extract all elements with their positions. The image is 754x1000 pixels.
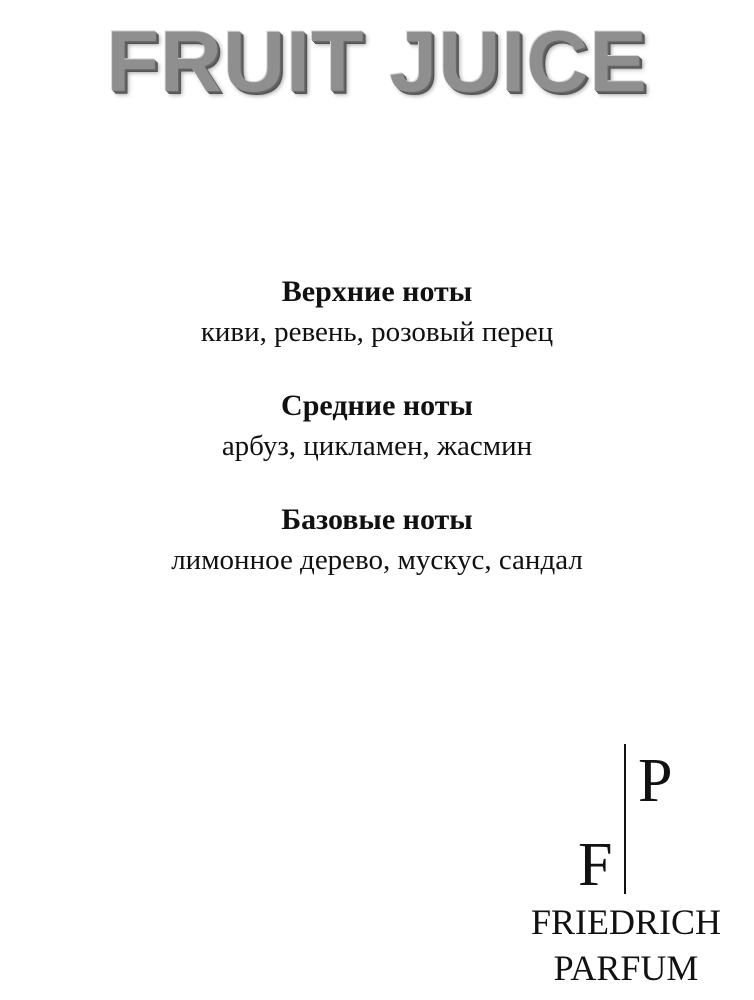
top-notes-list: киви, ревень, розовый перец bbox=[200, 316, 554, 348]
top-notes-heading: Верхние ноты bbox=[281, 275, 473, 308]
brand-name-line2: PARFUM bbox=[553, 948, 699, 988]
brand-name-line1: FRIEDRICH bbox=[530, 902, 722, 942]
base-notes-list: лимонное дерево, мускус, сандал bbox=[171, 544, 583, 576]
top-notes-section bbox=[0, 272, 754, 352]
base-notes-section bbox=[0, 500, 754, 580]
middle-notes-list: арбуз, цикламен, жасмин bbox=[221, 430, 533, 462]
middle-notes-section bbox=[0, 386, 754, 466]
logo-divider bbox=[624, 744, 626, 894]
logo-letter-f: F bbox=[578, 831, 613, 899]
base-notes-heading: Базовые ноты bbox=[281, 503, 473, 536]
middle-notes-heading: Средние ноты bbox=[281, 389, 473, 422]
fragrance-notes bbox=[0, 272, 754, 614]
logo-letter-p: P bbox=[638, 747, 673, 815]
product-title: FRUIT JUICE bbox=[106, 14, 648, 110]
brand-logo bbox=[516, 744, 736, 994]
